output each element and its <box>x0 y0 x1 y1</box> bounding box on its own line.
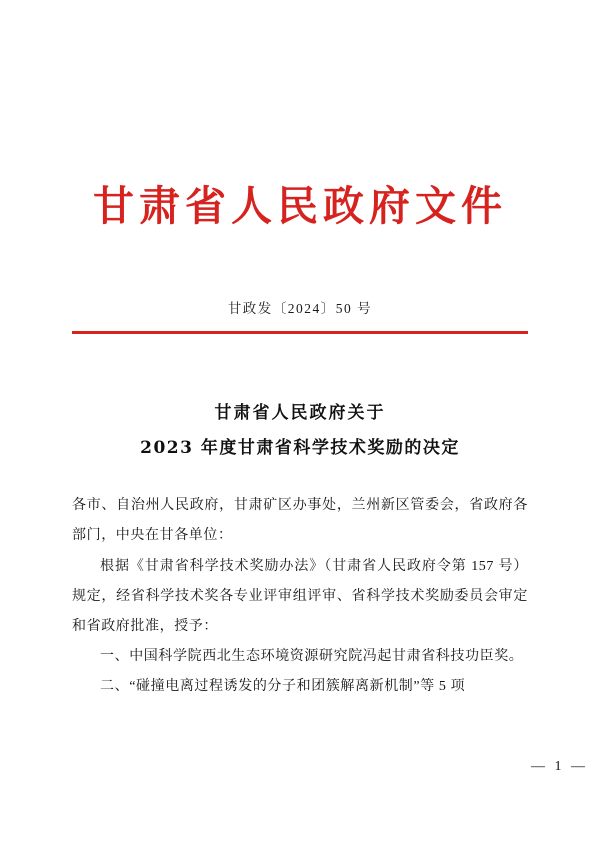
page-number: — 1 — <box>531 759 588 774</box>
paragraph-item-one: 一、中国科学院西北生态环境资源研究院冯起甘肃省科技功臣奖。 <box>100 648 524 664</box>
document-content <box>72 491 528 702</box>
document-title-line-1: 甘肃省人民政府关于 <box>214 402 386 423</box>
document-title <box>72 396 528 466</box>
document-number: 甘政发〔2024〕50 号 <box>227 301 373 317</box>
paragraph-recipients: 各市、自治州人民政府，甘肃矿区办事处，兰州新区管委会，省政府各部门，中央在甘各单位： <box>72 498 528 544</box>
document-body <box>72 0 528 847</box>
paragraph-item-two: 二、“碰撞电离过程诱发的分子和团簇解离新机制”等 5 项 <box>100 678 466 694</box>
document-masthead: 甘肃省人民政府文件 <box>93 182 507 230</box>
paragraph-basis: 根据《甘肃省科学技术奖励办法》（甘肃省人民政府令第 157 号）规定，经省科学技术奖各专业评审组评审、省科学技术奖励委员会审定和省政府批准，授予： <box>72 558 528 634</box>
red-divider-rule <box>72 331 528 334</box>
document-title-line-2: 2023 年度甘肃省科学技术奖励的决定 <box>140 437 460 458</box>
